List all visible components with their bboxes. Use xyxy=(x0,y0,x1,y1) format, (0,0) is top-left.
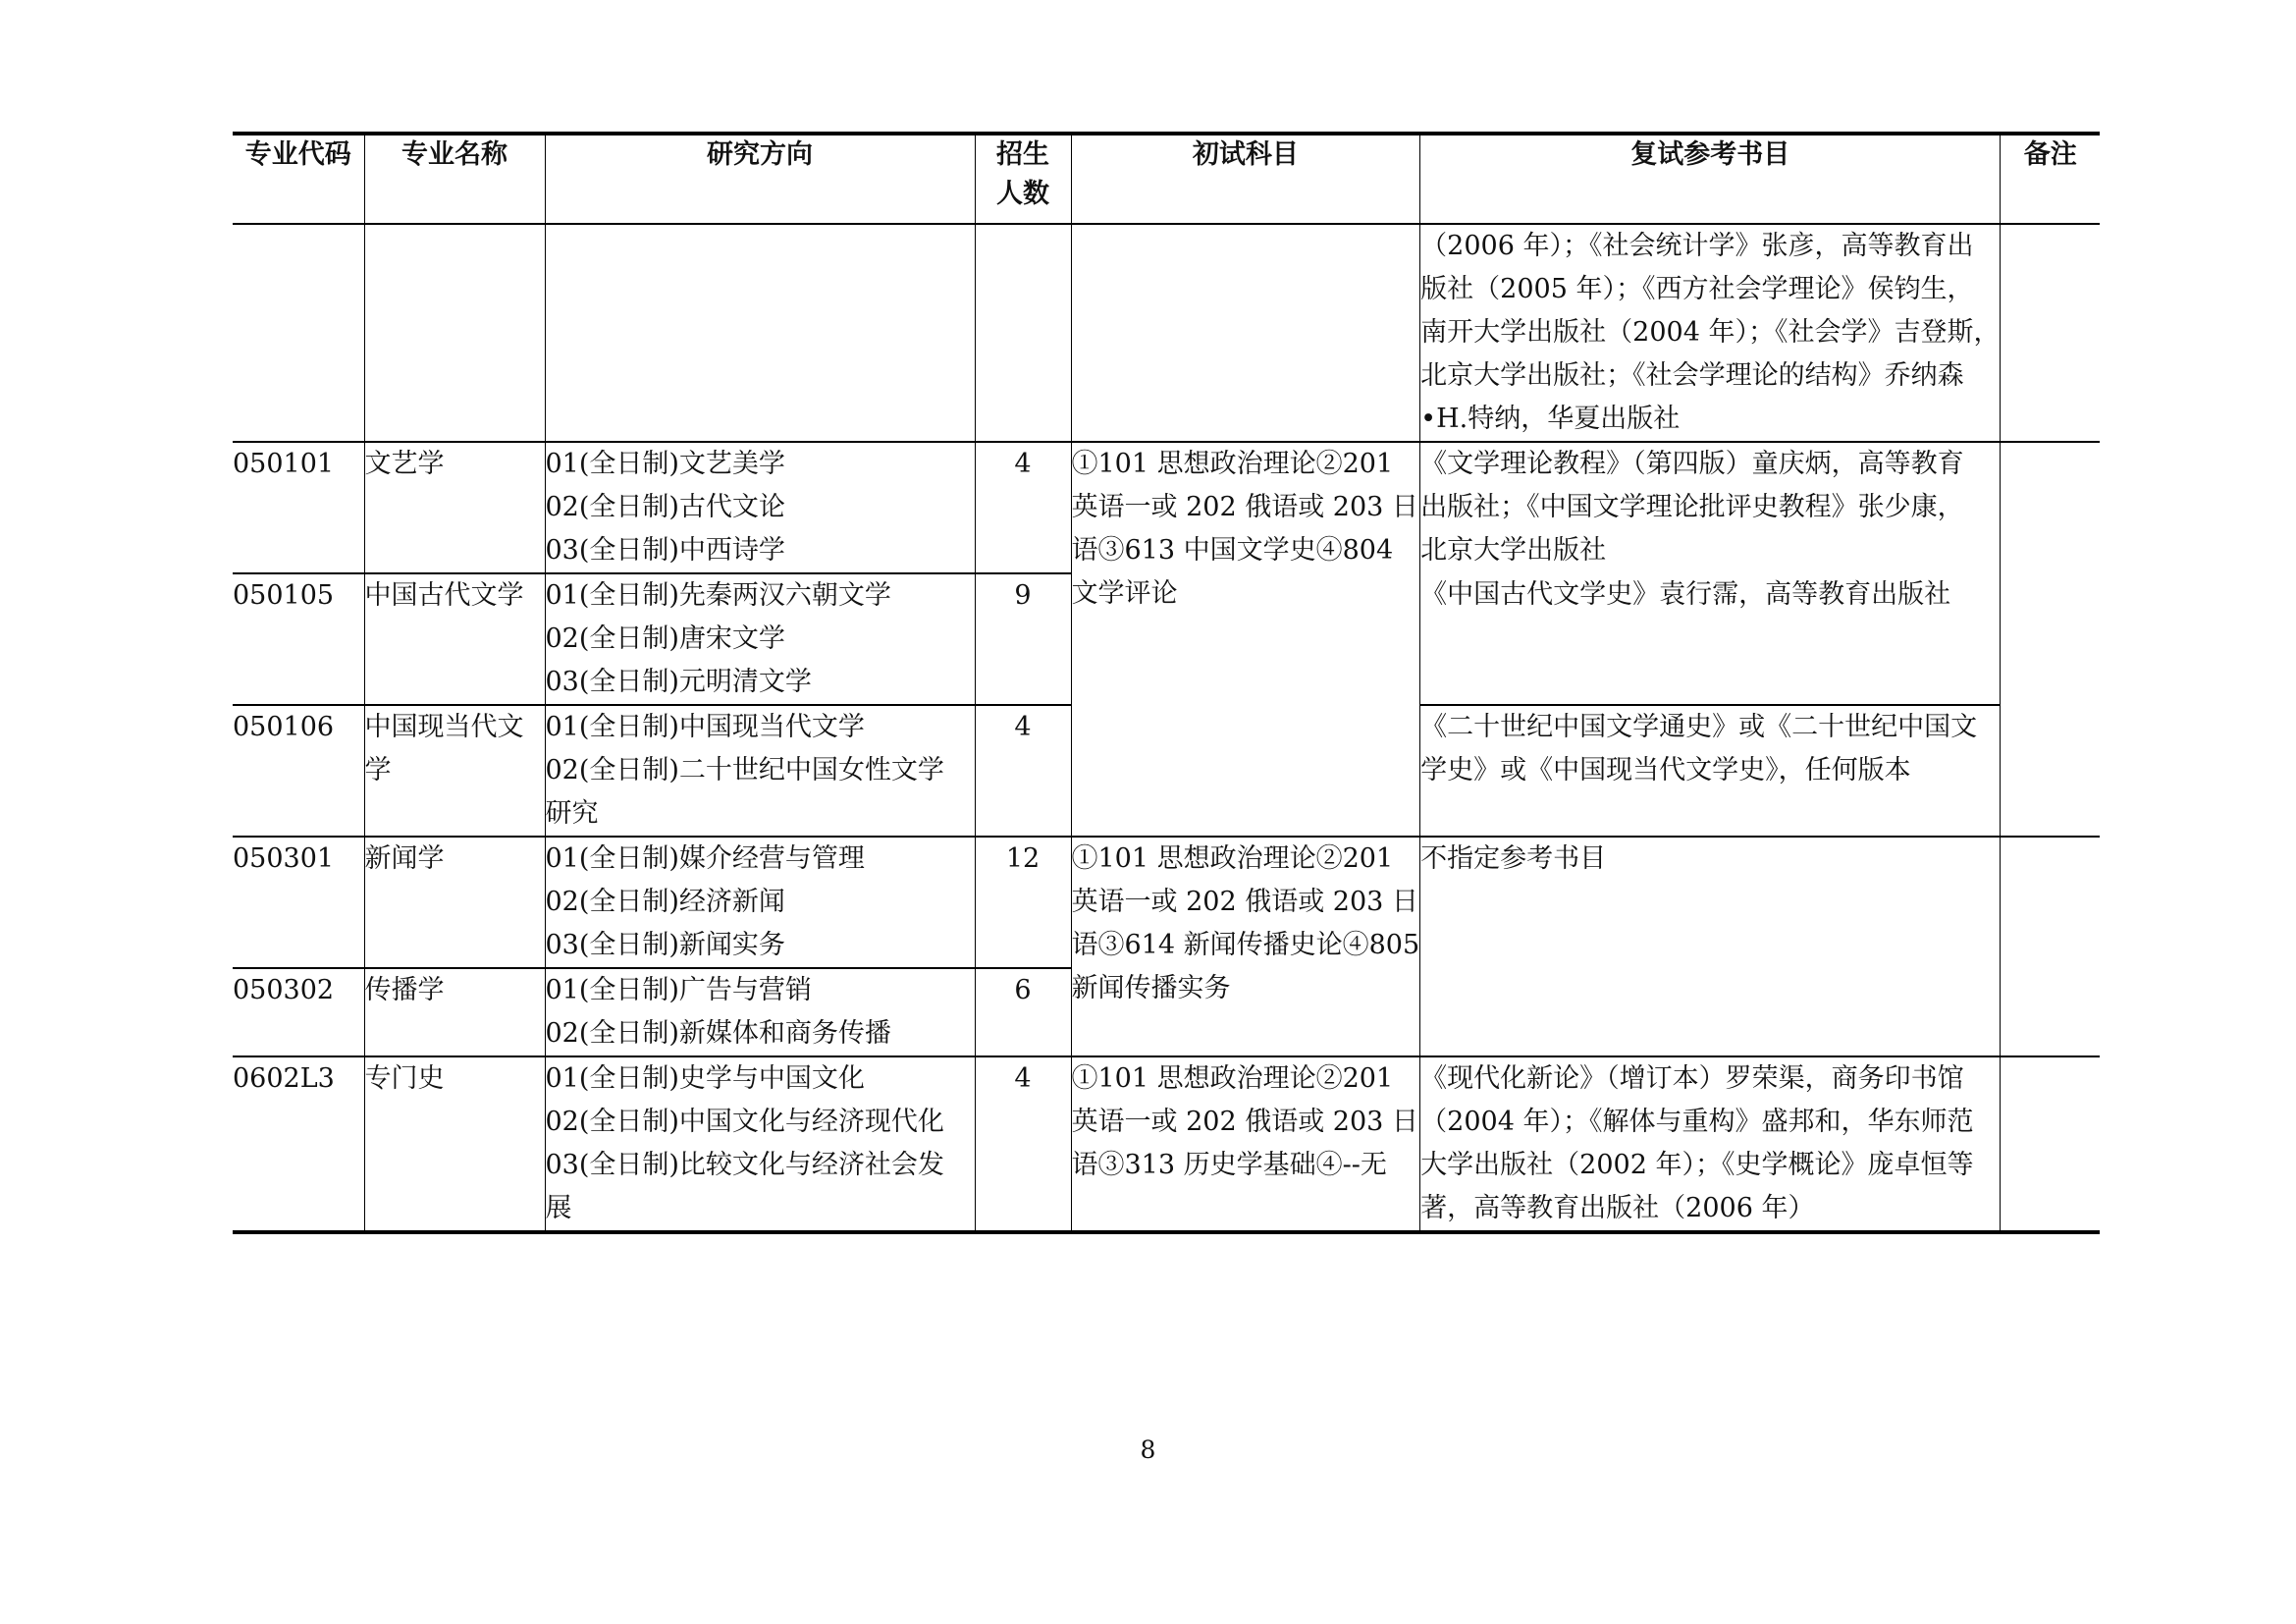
table-header xyxy=(233,134,2100,224)
cell-remark xyxy=(2001,1056,2100,1232)
direction-item: 02(全日制)二十世纪中国女性文学 xyxy=(545,755,944,785)
header-exam: 初试科目 xyxy=(1071,134,1420,224)
exam-line: 文学评论 xyxy=(1071,578,1178,609)
direction-item: 02(全日制)古代文论 xyxy=(545,492,785,522)
direction-item: 01(全日制)中国现当代文学 xyxy=(545,712,865,742)
book-line: （2006 年）；《社会统计学》张彦，高等教育出 xyxy=(1420,231,1974,261)
cell-code: 050101 xyxy=(233,442,364,573)
cell-remark xyxy=(2001,837,2100,1056)
exam-line: 语③614 新闻传播史论④805 xyxy=(1071,930,1420,960)
direction-item: 01(全日制)先秦两汉六朝文学 xyxy=(545,580,891,611)
book-line: 《文学理论教程》（第四版）童庆炳，高等教育 xyxy=(1420,449,1964,479)
cell-enroll: 6 xyxy=(975,968,1071,1056)
cell-books xyxy=(1420,573,2001,705)
book-line: 学史》或《中国现当代文学史》，任何版本 xyxy=(1420,755,1911,785)
cell-code: 050302 xyxy=(233,968,364,1056)
header-enroll-line-1: 招生 xyxy=(996,139,1049,170)
book-line: 《二十世纪中国文学通史》或《二十世纪中国文 xyxy=(1420,712,1978,742)
cell-books xyxy=(1420,442,2001,573)
direction-item: 01(全日制)史学与中国文化 xyxy=(545,1063,865,1094)
table-row xyxy=(233,837,2100,968)
cell-directions xyxy=(545,573,975,705)
cell-enroll: 4 xyxy=(975,705,1071,837)
book-line: 出版社；《中国文学理论批评史教程》张少康， xyxy=(1420,492,1964,522)
exam-line: 语③613 中国文学史④804 xyxy=(1071,535,1394,566)
cell-enroll xyxy=(975,224,1071,442)
direction-item: 01(全日制)媒介经营与管理 xyxy=(545,843,865,874)
direction-item: 02(全日制)唐宋文学 xyxy=(545,623,785,654)
direction-item: 02(全日制)经济新闻 xyxy=(545,887,785,917)
direction-item: 03(全日制)中西诗学 xyxy=(545,535,785,566)
exam-line: ①101 思想政治理论②201 xyxy=(1071,1063,1394,1094)
book-line: （2004 年）；《解体与重构》盛邦和，华东师范 xyxy=(1420,1107,1974,1137)
exam-line: 新闻传播实务 xyxy=(1071,973,1231,1003)
cell-books xyxy=(1420,705,2001,837)
cell-name: 文艺学 xyxy=(364,442,545,573)
cell-directions xyxy=(545,968,975,1056)
name-line: 中国现当代文 xyxy=(364,712,524,742)
name-line: 学 xyxy=(364,755,392,785)
table-row-continuation xyxy=(233,224,2100,442)
admissions-table xyxy=(233,132,2100,1234)
cell-directions xyxy=(545,1056,975,1232)
header-name: 专业名称 xyxy=(364,134,545,224)
exam-line: 英语一或 202 俄语或 203 日 xyxy=(1071,887,1418,917)
cell-directions xyxy=(545,705,975,837)
cell-enroll: 4 xyxy=(975,1056,1071,1232)
direction-item: 02(全日制)中国文化与经济现代化 xyxy=(545,1107,944,1137)
book-line: 版社（2005 年）；《西方社会学理论》侯钧生， xyxy=(1420,274,1974,304)
exam-line: 英语一或 202 俄语或 203 日 xyxy=(1071,1107,1418,1137)
direction-item: 03(全日制)比较文化与经济社会发 xyxy=(545,1150,944,1180)
direction-item: 展 xyxy=(545,1193,572,1223)
cell-enroll: 12 xyxy=(975,837,1071,968)
book-line: 著，高等教育出版社（2006 年） xyxy=(1420,1193,1815,1223)
exam-line: ①101 思想政治理论②201 xyxy=(1071,449,1394,479)
cell-code: 050301 xyxy=(233,837,364,968)
cell-books xyxy=(1420,1056,2001,1232)
table-row xyxy=(233,442,2100,573)
cell-enroll: 4 xyxy=(975,442,1071,573)
cell-remark xyxy=(2001,442,2100,837)
cell-name: 中国古代文学 xyxy=(364,573,545,705)
cell-code: 050106 xyxy=(233,705,364,837)
direction-item: 01(全日制)广告与营销 xyxy=(545,975,812,1005)
book-line: 《现代化新论》（增订本）罗荣渠，商务印书馆 xyxy=(1420,1063,1964,1094)
book-line: •H.特纳，华夏出版社 xyxy=(1420,404,1681,434)
exam-line: ①101 思想政治理论②201 xyxy=(1071,843,1394,874)
cell-name xyxy=(364,705,545,837)
cell-directions xyxy=(545,442,975,573)
direction-item: 研究 xyxy=(545,798,599,829)
book-line: 北京大学出版社 xyxy=(1420,535,1607,566)
cell-exam xyxy=(1071,224,1420,442)
direction-item: 03(全日制)新闻实务 xyxy=(545,930,785,960)
cell-exam-journalism xyxy=(1071,837,1420,1056)
cell-name: 专门史 xyxy=(364,1056,545,1232)
direction-item: 01(全日制)文艺美学 xyxy=(545,449,785,479)
table-row xyxy=(233,1056,2100,1232)
cell-directions xyxy=(545,837,975,968)
cell-code: 0602L3 xyxy=(233,1056,364,1232)
direction-item: 02(全日制)新媒体和商务传播 xyxy=(545,1018,891,1049)
exam-line: 语③313 历史学基础④--无 xyxy=(1071,1150,1387,1180)
cell-exam-history xyxy=(1071,1056,1420,1232)
cell-name xyxy=(364,224,545,442)
book-line: 大学出版社（2002 年）；《史学概论》庞卓恒等 xyxy=(1420,1150,1974,1180)
header-enroll-line-2: 人数 xyxy=(996,179,1049,209)
book-line: 不指定参考书目 xyxy=(1420,843,1607,874)
header-books: 复试参考书目 xyxy=(1420,134,2001,224)
direction-item: 03(全日制)元明清文学 xyxy=(545,667,812,697)
header-direction: 研究方向 xyxy=(545,134,975,224)
book-line: 北京大学出版社；《社会学理论的结构》乔纳森 xyxy=(1420,360,1964,391)
exam-line: 英语一或 202 俄语或 203 日 xyxy=(1071,492,1418,522)
book-line: 南开大学出版社（2004 年）；《社会学》吉登斯， xyxy=(1420,317,2001,348)
cell-books xyxy=(1420,837,2001,1056)
header-remark: 备注 xyxy=(2001,134,2100,224)
cell-remark xyxy=(2001,224,2100,442)
cell-name: 新闻学 xyxy=(364,837,545,968)
cell-enroll: 9 xyxy=(975,573,1071,705)
header-enroll xyxy=(975,134,1071,224)
page-number: 8 xyxy=(1140,1435,1156,1464)
cell-code: 050105 xyxy=(233,573,364,705)
book-line: 《中国古代文学史》袁行霈，高等教育出版社 xyxy=(1420,579,1951,610)
cell-directions xyxy=(545,224,975,442)
cell-exam-literature xyxy=(1071,442,1420,837)
cell-code xyxy=(233,224,364,442)
header-code: 专业代码 xyxy=(244,139,351,170)
cell-name: 传播学 xyxy=(364,968,545,1056)
cell-books xyxy=(1420,224,2001,442)
